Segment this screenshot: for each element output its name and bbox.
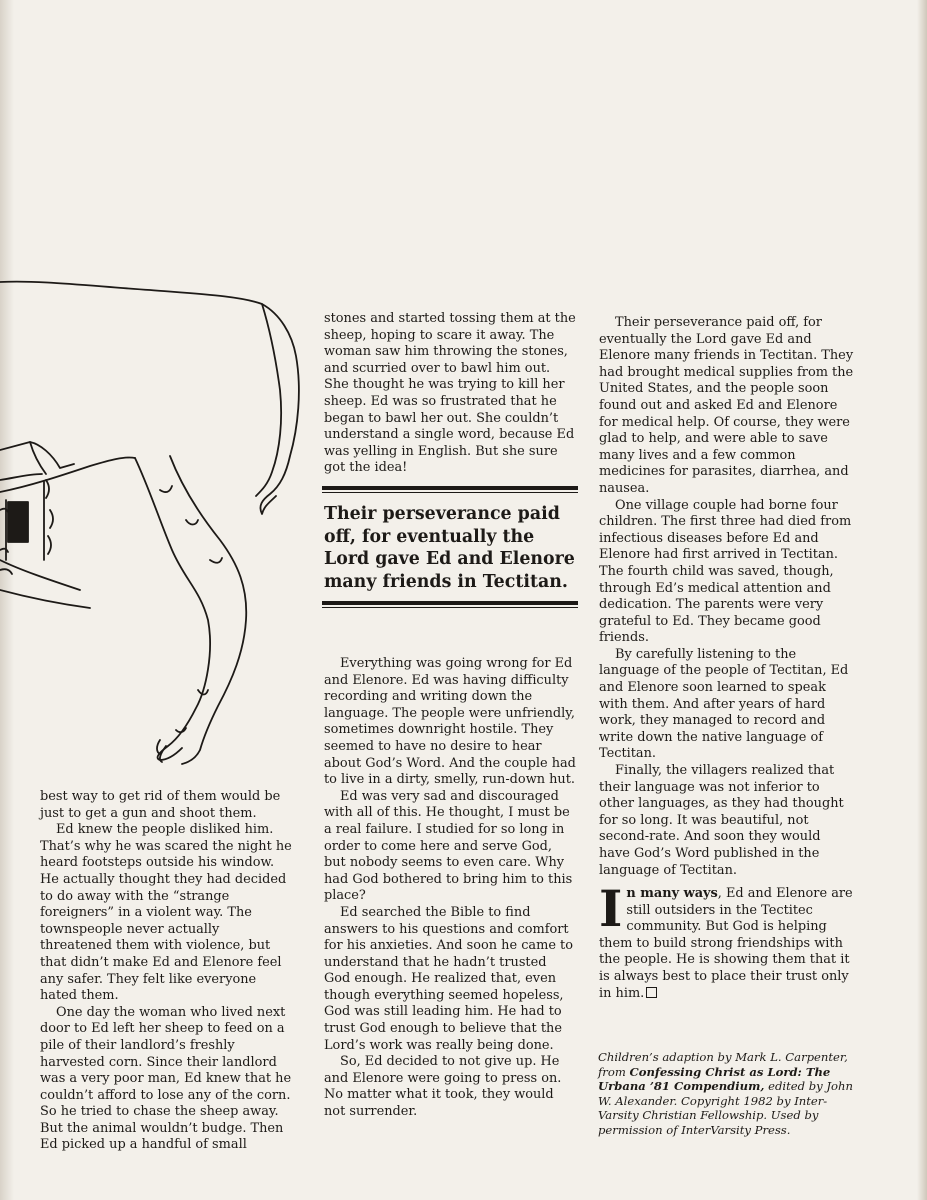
credit-note [598,1050,860,1138]
paragraph: Finally, the villagers realized that their language was not inferior to other languages, as they had thought for so long. It was beautiful, not second-rate. And soon they would have God’s Word published in the language of Tectitan. [599,763,844,878]
column-1 [40,789,292,1154]
paragraph: One village couple had borne four children. The first three had died from infectious diseases before Ed and Elenore had first arrived in Tectitan. The fourth child was saved, though, through Ed’s medical attention and dedication. The parents were very grateful to Ed. They became good friends. [599,497,852,646]
paragraph: By carefully listening to the language of the people of Tectitan, Ed and Elenore soon learned to speak with them. And after years of hard work, they managed to record and write down the native language of Tectitan. [599,646,849,762]
book-title: Confessing Christ as Lord: The Urbana ’81 Compendium, [598,1064,831,1094]
divider [322,607,578,608]
pull-quote [322,486,578,608]
paragraph: Ed was very sad and discouraged with all of this. He thought, I must be a real failure. I studied for so long in order to come here and serve God, but nobody seems to even care. Why had God bothered to bring him to this place? [324,788,573,904]
paragraph: Their perseverance paid off, for eventually the Lord gave Ed and Elenore many friends in Tectitan. They had brought medical supplies from the United States, and the people soon found out and asked Ed and Elenore for medical help. Of course, they were glad to help, and were able to save many lives and a few common medicines for parasites, diarrhea, and nausea. [599,315,854,496]
pull-quote-text: Their perseverance paid off, for eventually the Lord gave Ed and Elenore many friends in Tectitan. [324,504,575,592]
paragraph: Ed searched the Bible to find answers to his questions and comfort for his anxieties. And soon he came to understand that he hadn’t trusted God enough. He realized that, even though everything seemed hopeless, God was still leading him. He had to trust God enough to believe that the Lord’s work was really being done. [324,904,574,1053]
divider [322,486,578,490]
closing-text: , Ed and Elenore are still outsiders in the Tectitec community. But God is helping them to build strong friendships with the people. He is showing them that it is always best to place their trust only in him. [599,886,853,1001]
paragraph: stones and started tossing them at the sheep, hoping to scare it away. The woman saw him throwing the stones, and scurried over to bawl him out. She thought he was trying to kill her sheep. Ed was so frustrated that he began to bawl her out. She couldn’t understand a single word, because Ed was yelling in English. But she sure got the idea! [324,311,576,476]
closing-section [599,879,855,1002]
paragraph: So, Ed decided to not give up. He and Elenore were going to press on. No matter what it took, they would not surrender. [324,1054,562,1120]
page-right-shadow [917,0,927,1200]
end-mark-icon [646,987,657,998]
paragraph: One day the woman who lived next door to Ed left her sheep to feed on a pile of their landlord’s freshly harvested corn. Since their landlord was a very poor man, Ed knew that he couldn’t afford to lose any of the corn. So he tried to chase the sheep away. But the animal wouldn’t budge. Then Ed picked up a handful of small [40,1004,292,1153]
drop-cap: I [599,879,623,938]
paragraph: best way to get rid of them would be just to get a gun and shoot them. [40,789,281,821]
divider [322,601,578,605]
column-2-top [324,311,576,477]
column-2-bottom [324,656,576,1121]
paragraph: Everything was going wrong for Ed and Elenore. Ed was having difficulty recording and writing down the language. The people were unfriendly, sometimes downright hostile. They seemed to have no desire to hear about God’s Word. And the couple had to live in a dirty, smelly, run-down hut. [324,656,576,788]
credit-text: Children’s adaption by Mark L. Carpenter, from [598,1050,848,1079]
lead-in: n many ways [626,886,718,901]
sheep-illustration [0,260,310,790]
credit-text-2: edited by John W. Alexander. Copyright 1982 by Inter-Varsity Christian Fellowship. Used by permission of InterVarsity Press. [598,1079,853,1137]
column-3 [599,315,855,879]
divider [322,492,578,493]
paragraph: Ed knew the people disliked him. That’s why he was scared the night he heard footsteps outside his window. He actually thought they had decided to do away with the “strange foreigners” in a violent way. The townspeople never actually threatened them with violence, but that didn’t make Ed and Elenore feel any safer. They felt like everyone hated them. [40,822,292,1004]
